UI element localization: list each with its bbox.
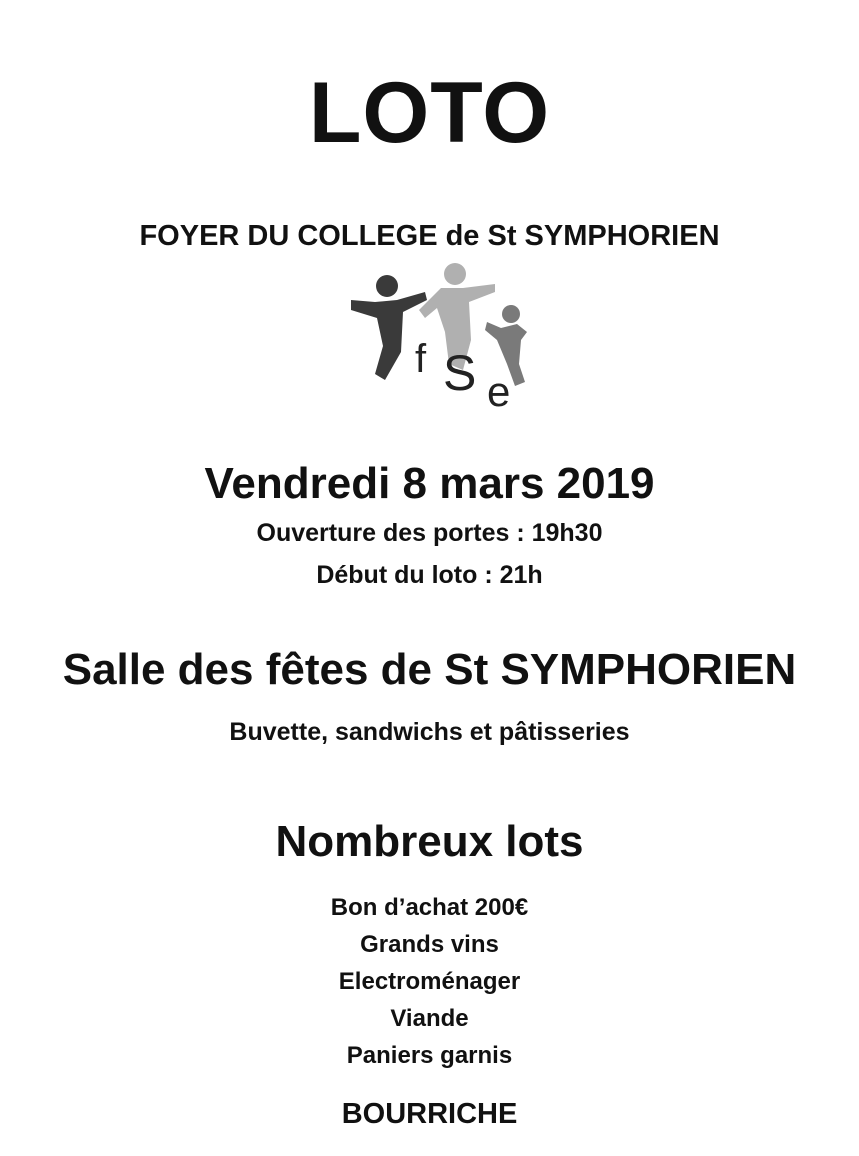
bourriche-label: BOURRICHE [341,1098,518,1130]
prize-item: Grands vins [360,931,499,958]
refreshments-info: Buvette, sandwichs et pâtisseries [229,718,630,746]
poster-title: LOTO [308,65,551,161]
logo-letter-s: S [443,345,477,401]
event-date: Vendredi 8 mars 2019 [204,459,655,508]
fse-logo [345,262,535,410]
prize-item: Viande [390,1005,469,1032]
prize-item: Electroménager [338,968,521,995]
start-time: Début du loto : 21h [316,561,543,589]
organizer-name: FOYER DU COLLEGE de St SYMPHORIEN [139,220,720,252]
prizes-heading: Nombreux lots [275,817,584,866]
logo-letter-e: e [487,368,511,410]
event-venue: Salle des fêtes de St SYMPHORIEN [62,645,797,694]
prize-item: Bon d’achat 200€ [330,894,529,921]
logo-letter-f: f [415,337,427,381]
prize-item: Paniers garnis [346,1042,513,1069]
doors-open-time: Ouverture des portes : 19h30 [256,519,603,547]
